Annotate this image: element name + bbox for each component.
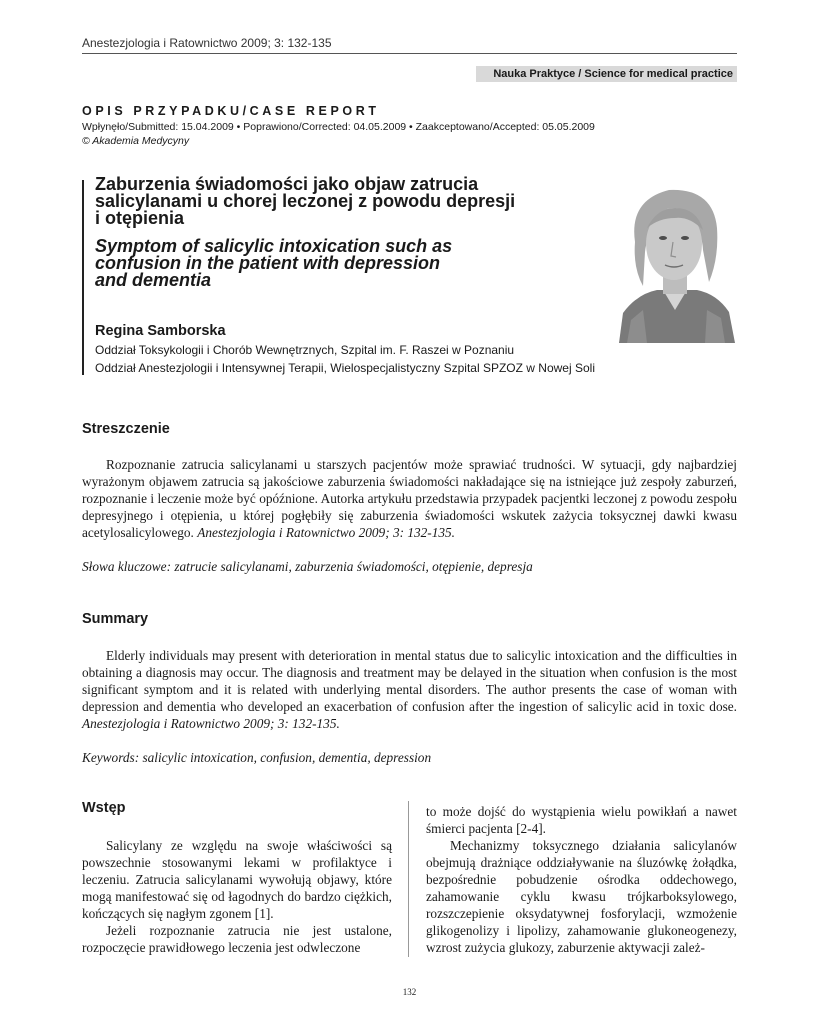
affiliation: Oddział Anestezjologii i Intensywnej Terapii, Wielospecjalistyczny Szpital SPZOZ w Nowej Soli <box>95 361 595 375</box>
title-en-line: confusion in the patient with depression <box>95 253 441 273</box>
intro-paragraph <box>82 837 392 922</box>
intro-paragraph-text: to może dojść do wystąpienia wielu powikłań a nawet śmierci pacjenta [2-4]. <box>426 804 737 836</box>
intro-paragraph <box>426 837 737 956</box>
abstract-en-heading: Summary <box>82 611 149 627</box>
title-en-line: and dementia <box>95 270 212 290</box>
journal-citation: Anestezjologia i Ratownictwo 2009; 3: 132-135 <box>82 36 332 50</box>
submission-dates: Wpłynęło/Submitted: 15.04.2009 • Poprawiono/Corrected: 04.05.2009 • Zaakceptowano/Accepted: 05.05.2009 <box>82 121 595 133</box>
title-pl-line: Zaburzenia świadomości jako objaw zatrucia <box>95 174 479 194</box>
intro-heading: Wstęp <box>82 800 126 816</box>
author-portrait <box>613 178 737 343</box>
intro-right-column <box>426 803 737 956</box>
header-rule <box>82 53 737 54</box>
intro-paragraph-text: Salicylany ze względu na swoje właściwości są powszechnie stosowanymi lekami w profilaktyce i leczeniu. Zatrucia salicylanami wywołują objawy, które mogą manifestować się od łagodnych do bardzo ciężkich, kończących się nagłym zgonem [1]. <box>82 838 392 921</box>
affiliation: Oddział Toksykologii i Chorób Wewnętrznych, Szpital im. F. Raszei w Poznaniu <box>95 343 515 357</box>
intro-paragraph <box>426 803 737 837</box>
title-english <box>95 238 605 289</box>
article-type: OPIS PRZYPADKU/CASE REPORT <box>82 104 380 118</box>
abstract-pl-heading: Streszczenie <box>82 421 170 437</box>
title-en-line: Symptom of salicylic intoxication such as <box>95 236 453 256</box>
abstract-en-body: Elderly individuals may present with deterioration in mental status due to salicylic intoxication and the difficulties in obtaining a diagnosis may occur. The diagnosis and treatment may be delayed in the situation when confusion is the most significant symptom and it is related with underlying mental disorders. The author presents the case of woman with depression and dementia who developed an exacerbation of confusion after the ingestion of salicylic acid in toxic dose. <box>82 648 737 714</box>
intro-paragraph <box>82 922 392 956</box>
title-pl-line: salicylanami u chorej leczonej z powodu depresji <box>95 191 516 211</box>
page-number: 132 <box>402 987 417 997</box>
intro-paragraph-text: Mechanizmy toksycznego działania salicylanów obejmują drażniące oddziaływanie na śluzówkę żołądka, bezpośrednie pobudzenie ośrodka oddechowego, zahamowanie cyklu kwasu trójkarboksylowego, rozszczepienie oksydatywnej fosforylacji, wzmożenie glikogenolizy i lipolizy, zahamowanie glukoneogenezy, wzrost zużycia glukozy, zaburzenie aktywacji zależ- <box>426 838 737 955</box>
author-name: Regina Samborska <box>95 323 226 339</box>
intro-paragraph-text: Jeżeli rozpoznanie zatrucia nie jest ustalone, rozpoczęcie prawidłowego leczenia jest odwleczone <box>82 923 392 955</box>
abstract-en-citation: Anestezjologia i Ratownictwo 2009; 3: 132-135. <box>82 716 340 731</box>
copyright: © Akademia Medycyny <box>82 135 190 147</box>
abstract-pl-body: Rozpoznanie zatrucia salicylanami u starszych pacjentów może sprawiać trudności. W sytuacji, gdy najbardziej wyrażonym objawem zatrucia są jakościowe zaburzenia świadomości nakładające się na istniejące już zespoły zaburzeń, rozpoznanie i leczenie może być opóźnione. Autorka artykułu przedstawia przypadek pacjentki leczonej z powodu zespołu depresyjnego i otępienia, u której pogłębiły się zaburzenia świadomości wskutek zażycia toksycznej dawki kwasu acetylosalicylowego. <box>82 457 737 540</box>
column-divider <box>408 801 409 957</box>
title-pl-line: i otępienia <box>95 208 185 228</box>
keywords-pl: Słowa kluczowe: zatrucie salicylanami, zaburzenia świadomości, otępienie, depresja <box>82 559 533 574</box>
title-polish <box>95 176 605 227</box>
title-side-bar <box>82 180 84 375</box>
abstract-pl-paragraph <box>82 456 737 541</box>
section-badge: Nauka Praktyce / Science for medical practice <box>476 66 737 82</box>
abstract-pl-citation: Anestezjologia i Ratownictwo 2009; 3: 132-135. <box>197 525 455 540</box>
intro-left-column <box>82 837 392 956</box>
abstract-en-paragraph <box>82 647 737 732</box>
keywords-en: Keywords: salicylic intoxication, confusion, dementia, depression <box>82 750 432 765</box>
